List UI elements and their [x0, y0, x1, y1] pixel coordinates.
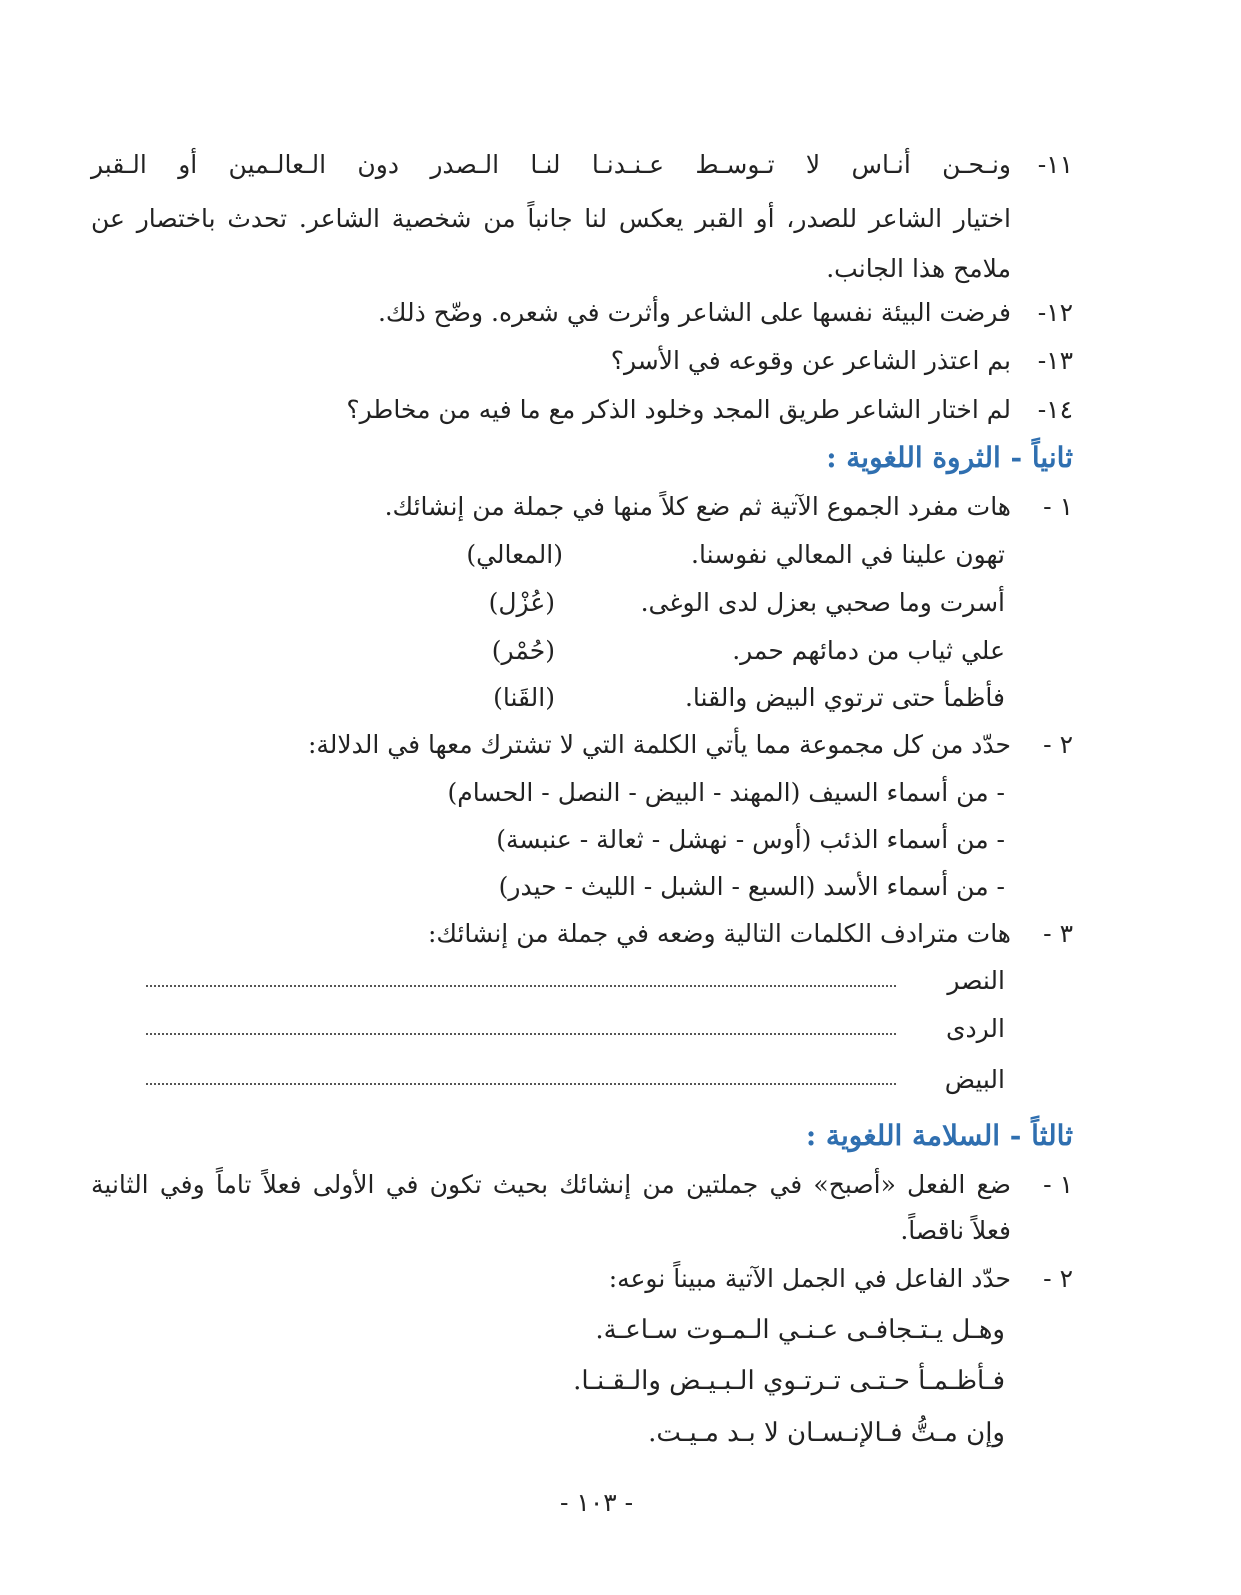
group-item: - من أسماء الأسد (السبع - الشبل - الليث - حيدر): [498, 872, 1005, 901]
example-sentence: أسرت وما صحبي بعزل لدى الوغى.: [640, 588, 1005, 617]
group-item: - من أسماء الذئب (أوس - نهشل - ثعالة - عنبسة): [496, 825, 1005, 854]
example-sentence: وهـل يـتـجافـى عـنـي الـمـوت سـاعـة.: [595, 1315, 1005, 1345]
question-text: حدّد من كل مجموعة مما يأتي الكلمة التي لا تشترك معها في الدلالة:: [307, 730, 1011, 759]
example-sentence: فأظمأ حتى ترتوي البيض والقنا.: [684, 683, 1005, 712]
page-number: - ١٠٣ -: [560, 1488, 634, 1517]
example-word: (القَنا): [493, 683, 555, 712]
question-text: فرضت البيئة نفسها على الشاعر وأثرت في شعره. وضّح ذلك.: [377, 298, 1011, 327]
answer-line[interactable]: [146, 985, 896, 987]
synonym-word: النصر: [947, 966, 1005, 995]
synonym-word: الردى: [945, 1014, 1005, 1043]
question-text: لم اختار الشاعر طريق المجد وخلود الذكر مع ما فيه من مخاطر؟: [346, 395, 1011, 424]
question-text: ملامح هذا الجانب.: [826, 254, 1011, 283]
example-sentence: علي ثياب من دمائهم حمر.: [732, 636, 1005, 665]
answer-line[interactable]: [146, 1083, 896, 1085]
question-number: ١ -: [1043, 1170, 1073, 1199]
question-text: ضع الفعل «أصبح» في جملتين من إنشائك بحيث تكون في الأولى فعلاً تاماً وفي الثانية: [91, 1170, 1011, 1199]
question-number: ١٢-: [1037, 298, 1073, 327]
synonym-word: البيض: [944, 1065, 1005, 1094]
question-text: هات مفرد الجموع الآتية ثم ضع كلاً منها في جملة من إنشائك.: [384, 492, 1011, 521]
example-sentence: فـأظـمـأ حـتـى تـرتـوي الـبـيـض والـقـنـا.: [573, 1366, 1005, 1396]
question-number: ٢ -: [1043, 1264, 1073, 1293]
example-sentence: وإن مـتُّ فـالإنـسـان لا بـد مـيـت.: [648, 1418, 1005, 1448]
question-number: ١٣-: [1037, 346, 1073, 375]
question-text: حدّد الفاعل في الجمل الآتية مبيناً نوعه:: [608, 1264, 1011, 1293]
question-text: ونـحـن أنـاس لا تـوسـط عـنـدنـا لنـا الـصدر دون الـعالـمين أو الـقبر: [91, 150, 1011, 179]
question-number: ١٤-: [1037, 395, 1073, 424]
question-number: ١ -: [1043, 492, 1073, 521]
question-text: فعلاً ناقصاً.: [900, 1216, 1011, 1245]
question-text: هات مترادف الكلمات التالية وضعه في جملة من إنشائك:: [427, 919, 1011, 948]
question-text: بم اعتذر الشاعر عن وقوعه في الأسر؟: [610, 346, 1011, 375]
example-word: (عُزْل): [488, 588, 555, 617]
section-heading: ثانياً - الثروة اللغوية :: [826, 441, 1073, 474]
example-sentence: تهون علينا في المعالي نفوسنا.: [691, 540, 1005, 569]
question-number: ١١-: [1037, 150, 1073, 179]
answer-line[interactable]: [146, 1033, 896, 1035]
question-text: اختيار الشاعر للصدر، أو القبر يعكس لنا جانباً من شخصية الشاعر. تحدث باختصار عن: [91, 204, 1011, 233]
question-number: ٢ -: [1043, 730, 1073, 759]
example-word: (المعالي): [466, 540, 563, 569]
group-item: - من أسماء السيف (المهند - البيض - النصل - الحسام): [447, 778, 1005, 807]
example-word: (حُمْر): [491, 636, 555, 665]
section-heading: ثالثاً - السلامة اللغوية :: [805, 1119, 1073, 1152]
question-number: ٣ -: [1043, 919, 1073, 948]
